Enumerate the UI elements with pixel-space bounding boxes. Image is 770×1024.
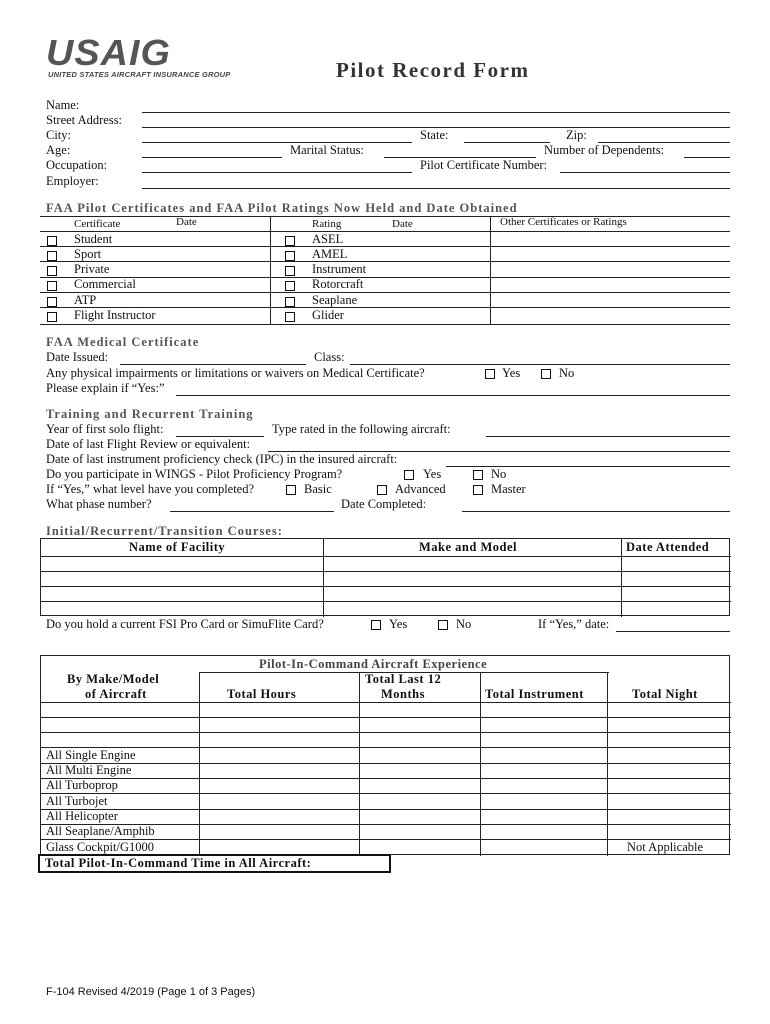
cert-number-field[interactable] — [560, 172, 730, 173]
basic-label: Basic — [304, 482, 332, 496]
fsi-date-field[interactable] — [616, 631, 730, 632]
cert-student: Student — [74, 232, 113, 246]
cert-number-label: Pilot Certificate Number: — [420, 158, 548, 172]
state-label: State: — [420, 128, 449, 142]
rating-rotorcraft: Rotorcraft — [312, 277, 364, 291]
checkbox-rotorcraft[interactable] — [285, 281, 295, 291]
pic-row-single: All Single Engine — [46, 748, 136, 762]
class-label: Class: — [314, 350, 345, 364]
pic-col-12mo-1: Total Last 12 — [365, 672, 442, 686]
checkbox-medical-yes[interactable] — [485, 369, 495, 379]
employer-field[interactable] — [142, 188, 730, 189]
phase-label: What phase number? — [46, 497, 152, 511]
pic-col-make-2: of Aircraft — [85, 687, 147, 701]
checkbox-glider[interactable] — [285, 312, 295, 322]
checkbox-atp[interactable] — [47, 297, 57, 307]
type-rated-field[interactable] — [486, 436, 730, 437]
pic-row-turboprop: All Turboprop — [46, 778, 118, 792]
medical-section-heading: FAA Medical Certificate — [46, 335, 200, 349]
state-field[interactable] — [464, 142, 550, 143]
pic-col-12mo-2: Months — [381, 687, 425, 701]
checkbox-flight-instructor[interactable] — [47, 312, 57, 322]
footer-form-id: F-104 Revised 4/2019 (Page 1 of 3 Pages) — [46, 986, 256, 998]
checkbox-fsi-yes[interactable] — [371, 620, 381, 630]
training-section-heading: Training and Recurrent Training — [46, 407, 254, 421]
employer-label: Employer: — [46, 174, 99, 188]
pic-table — [40, 655, 730, 855]
rating-date-header: Date — [392, 218, 413, 230]
rating-header: Rating — [312, 218, 342, 230]
wings-label: Do you participate in WINGS - Pilot Proficiency Program? — [46, 467, 343, 481]
date-completed-field[interactable] — [462, 511, 730, 512]
checkbox-student[interactable] — [47, 236, 57, 246]
rating-asel: ASEL — [312, 232, 344, 246]
date-completed-label: Date Completed: — [341, 497, 427, 511]
fsi-question: Do you hold a current FSI Pro Card or SimuFlite Card? — [46, 617, 324, 631]
age-label: Age: — [46, 143, 71, 157]
pic-row-helicopter: All Helicopter — [46, 809, 118, 823]
master-label: Master — [491, 482, 526, 496]
cert-header: Certificate — [74, 218, 121, 230]
occupation-label: Occupation: — [46, 158, 108, 172]
fsi-no-label: No — [456, 617, 472, 631]
pic-col-instrument: Total Instrument — [485, 687, 584, 701]
explain-label: Please explain if “Yes:” — [46, 381, 165, 395]
checkbox-medical-no[interactable] — [541, 369, 551, 379]
faa-section-heading: FAA Pilot Certificates and FAA Pilot Ratings Now Held and Date Obtained — [46, 201, 518, 215]
city-label: City: — [46, 128, 72, 142]
pic-col-hours: Total Hours — [227, 687, 297, 701]
checkbox-asel[interactable] — [285, 236, 295, 246]
rating-glider: Glider — [312, 308, 344, 322]
logo-brand: USAIG — [46, 32, 171, 73]
pic-row-turbojet: All Turbojet — [46, 794, 108, 808]
pic-row-glass: Glass Cockpit/G1000 — [46, 840, 154, 854]
type-rated-label: Type rated in the following aircraft: — [272, 422, 451, 436]
checkbox-private[interactable] — [47, 266, 57, 276]
cert-commercial: Commercial — [74, 277, 136, 291]
other-header: Other Certificates or Ratings — [500, 216, 627, 228]
pic-heading: Pilot-In-Command Aircraft Experience — [259, 657, 488, 671]
checkbox-master[interactable] — [473, 485, 483, 495]
name-field[interactable] — [142, 112, 730, 113]
checkbox-seaplane[interactable] — [285, 297, 295, 307]
checkbox-wings-yes[interactable] — [404, 470, 414, 480]
checkbox-fsi-no[interactable] — [438, 620, 448, 630]
street-label: Street Address: — [46, 113, 123, 127]
not-applicable-label: Not Applicable — [627, 840, 704, 854]
cert-private: Private — [74, 262, 110, 276]
pic-total-box — [38, 854, 391, 873]
pic-row-multi: All Multi Engine — [46, 763, 132, 777]
date-attended-header: Date Attended — [626, 540, 710, 554]
pic-col-make-1: By Make/Model — [67, 672, 160, 686]
level-label: If “Yes,” what level have you completed? — [46, 482, 255, 496]
rating-seaplane: Seaplane — [312, 293, 358, 307]
medical-no-label: No — [559, 366, 575, 380]
dependents-label: Number of Dependents: — [544, 143, 665, 157]
flight-review-label: Date of last Flight Review or equivalent: — [46, 437, 251, 451]
cert-date-header: Date — [176, 216, 197, 228]
phase-field[interactable] — [170, 511, 334, 512]
courses-section-heading: Initial/Recurrent/Transition Courses: — [46, 524, 283, 538]
cert-flight-instructor: Flight Instructor — [74, 308, 156, 322]
explain-field[interactable] — [176, 395, 730, 396]
pic-total-label: Total Pilot-In-Command Time in All Aircraft: — [45, 856, 312, 870]
checkbox-instrument[interactable] — [285, 266, 295, 276]
zip-label: Zip: — [566, 128, 587, 142]
advanced-label: Advanced — [395, 482, 446, 496]
cert-sport: Sport — [74, 247, 102, 261]
page-title: Pilot Record Form — [336, 58, 530, 82]
wings-no-label: No — [491, 467, 507, 481]
rating-amel: AMEL — [312, 247, 348, 261]
class-field[interactable] — [350, 364, 730, 365]
fsi-yes-label: Yes — [389, 617, 408, 631]
occupation-field[interactable] — [142, 172, 412, 173]
checkbox-commercial[interactable] — [47, 281, 57, 291]
city-field[interactable] — [142, 142, 412, 143]
impairments-question: Any physical impairments or limitations or waivers on Medical Certificate? — [46, 366, 425, 380]
marital-label: Marital Status: — [290, 143, 364, 157]
date-issued-label: Date Issued: — [46, 350, 109, 364]
make-model-header: Make and Model — [419, 540, 517, 554]
ipc-field[interactable] — [446, 466, 730, 467]
solo-label: Year of first solo flight: — [46, 422, 164, 436]
logo-subtitle: UNITED STATES AIRCRAFT INSURANCE GROUP — [48, 70, 231, 79]
age-field[interactable] — [142, 157, 282, 158]
facility-header: Name of Facility — [129, 540, 226, 554]
wings-yes-label: Yes — [423, 467, 442, 481]
pic-row-seaplane: All Seaplane/Amphib — [46, 824, 155, 838]
medical-yes-label: Yes — [502, 366, 521, 380]
checkbox-sport[interactable] — [47, 251, 57, 261]
fsi-date-label: If “Yes,” date: — [538, 617, 610, 631]
dependents-field[interactable] — [684, 157, 730, 158]
date-issued-field[interactable] — [120, 364, 306, 365]
checkbox-basic[interactable] — [286, 485, 296, 495]
checkbox-advanced[interactable] — [377, 485, 387, 495]
cert-atp: ATP — [74, 293, 97, 307]
checkbox-amel[interactable] — [285, 251, 295, 261]
checkbox-wings-no[interactable] — [473, 470, 483, 480]
courses-table — [40, 538, 730, 616]
ipc-label: Date of last instrument proficiency check (IPC) in the insured aircraft: — [46, 452, 398, 466]
pic-col-night: Total Night — [632, 687, 698, 701]
rating-instrument: Instrument — [312, 262, 367, 276]
name-label: Name: — [46, 98, 80, 112]
